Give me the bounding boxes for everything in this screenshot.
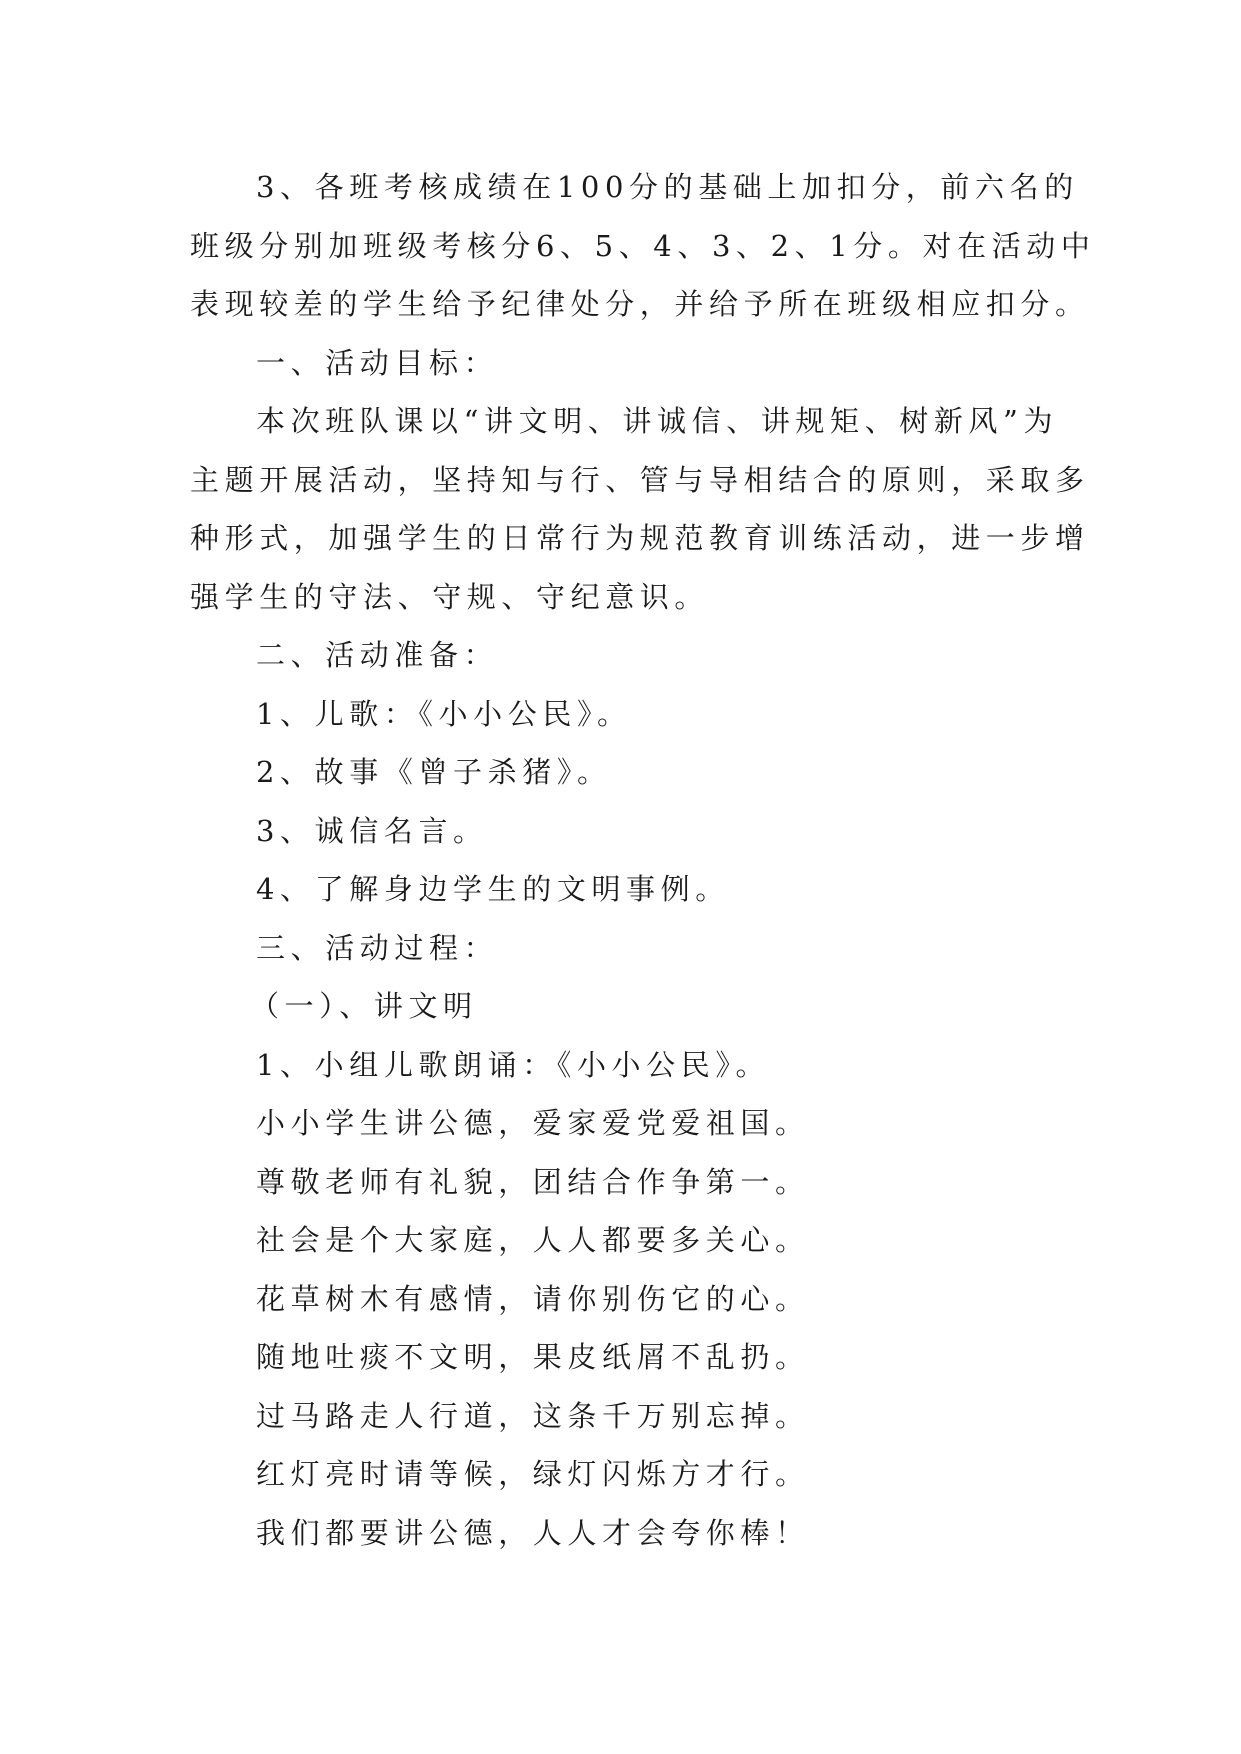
poem-line: 红灯亮时请等候，绿灯闪烁方才行。 [256, 1457, 810, 1491]
poem-line: 社会是个大家庭，人人都要多关心。 [256, 1223, 810, 1257]
section-heading: 二、活动准备： [256, 638, 499, 672]
paragraph-line: 3、各班考核成绩在100分的基础上加扣分，前六名的 [256, 170, 1079, 204]
poem-line: 我们都要讲公德，人人才会夸你棒！ [256, 1515, 810, 1550]
poem-line: 尊敬老师有礼貌，团结合作争第一。 [256, 1164, 810, 1199]
section-heading: 一、活动目标： [256, 345, 499, 380]
paragraph-line: 主题开展活动，坚持知与行、管与导相结合的原则，采取多 [190, 462, 1090, 497]
paragraph-line: 班级分别加班级考核分6、5、4、3、2、1分。对在活动中 [190, 228, 1096, 263]
section-heading: 三、活动过程： [256, 930, 499, 965]
document-page [190, 158, 1096, 1562]
list-item: 3、诚信名言。 [256, 813, 488, 848]
list-item: 1、小组儿歌朗诵：《小小公民》。 [256, 1047, 771, 1082]
paragraph-line: 本次班队课以“讲文明、讲诚信、讲规矩、树新风”为 [256, 404, 1059, 438]
subsection-heading: （一）、讲文明 [250, 989, 478, 1023]
paragraph-line: 表现较差的学生给予纪律处分，并给予所在班级相应扣分。 [190, 287, 1090, 321]
paragraph-line: 强学生的守法、守规、守纪意识。 [190, 579, 710, 614]
list-item: 2、故事《曾子杀猪》。 [256, 755, 612, 789]
paragraph-line: 种形式，加强学生的日常行为规范教育训练活动，进一步增 [190, 521, 1090, 555]
list-item: 4、了解身边学生的文明事例。 [256, 872, 730, 906]
poem-line: 随地吐痰不文明，果皮纸屑不乱扔。 [256, 1340, 810, 1374]
poem-line: 花草树木有感情，请你别伤它的心。 [256, 1281, 810, 1316]
poem-line: 过马路走人行道，这条千万别忘掉。 [256, 1398, 810, 1433]
poem-line: 小小学生讲公德，爱家爱党爱祖国。 [256, 1106, 810, 1140]
list-item: 1、儿歌：《小小公民》。 [256, 696, 632, 731]
